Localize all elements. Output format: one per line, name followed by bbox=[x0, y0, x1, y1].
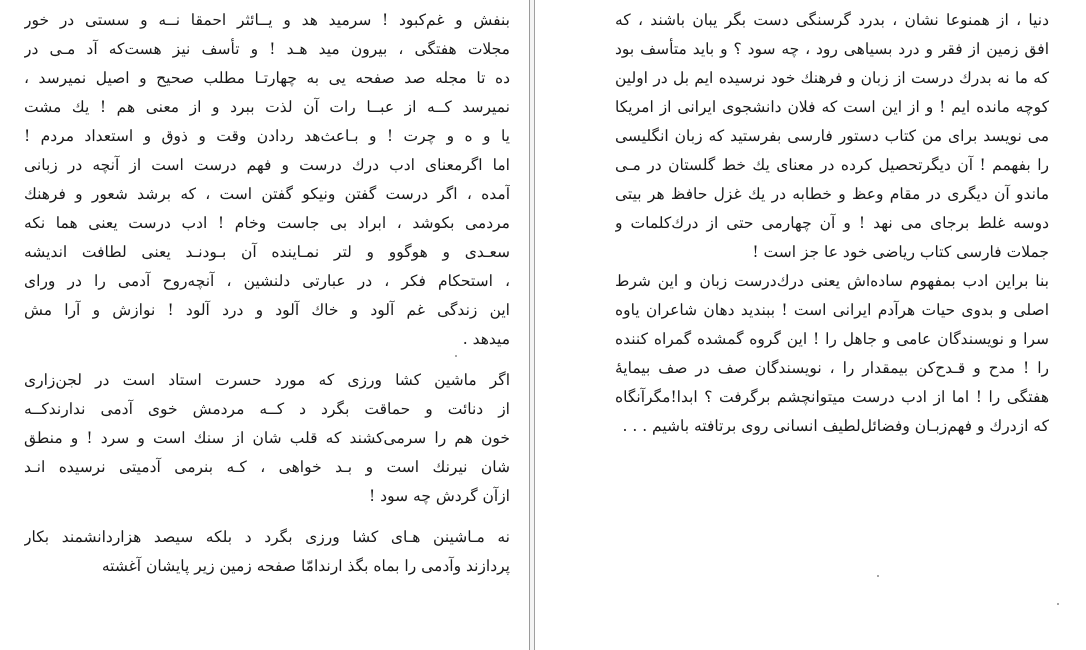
text-line: شان نیرنك است و بـد خواهی ، کـه بنرمی آدمیتی نرسیده انـد bbox=[24, 458, 510, 476]
right-page bbox=[537, 0, 1086, 650]
text-line: کوچه مانده ایم ! و از این است که فلان دانشجوی ایرانی از امریکا bbox=[615, 98, 1049, 116]
text-line: جملات فارسی کتاب ریاضی خود عا جز است ! bbox=[752, 243, 1049, 261]
paragraph bbox=[24, 6, 510, 354]
text-line: پردازند وآدمی را بماه بگذ ارندامّا صفحه زمین زیر پایشان آغشته bbox=[101, 557, 510, 575]
text-line: سعـدی و هوگوو و لتر نمـاینده آن بـودنـد یعنی لطافت اندیشه bbox=[24, 243, 510, 261]
text-line: این زندگی غم آلود و خاك آلود و درد آلود ! نوازش و آرا مش bbox=[24, 301, 510, 319]
paragraph bbox=[24, 523, 510, 581]
text-line: افق زمین از فقر و درد بسیاهی رود ، چه سود ؟ و باید متأسف بود bbox=[615, 40, 1049, 58]
left-page-text bbox=[24, 6, 510, 581]
text-line: مردمی بکوشد ، ابراد بی جاست وخام ! ادب درست یعنی هما نکه bbox=[24, 214, 510, 232]
text-line: آمده ، اگر درست گفتن ونیکو گفتن است ، که برشد شعور و فرهنك bbox=[24, 185, 510, 203]
text-line: را بفهمم ! آن دیگرتحصیل کرده در معنای یك خط گلستان در مـی bbox=[615, 156, 1049, 174]
paragraph bbox=[24, 366, 510, 511]
text-line: که ازدرك و فهم‌زبـان وفضائل‌لطیف انسانی روی برتافته باشیم . . . bbox=[622, 417, 1049, 435]
text-line: هفتگی را ! اما از ادب درست میتوانچشم برگرفت ؟ ابدا!مگرآنگاه bbox=[615, 388, 1049, 406]
text-line: ماندو آن دیگری در مقام وعظ و خطابه در یك غزل حافظ هر بیتی bbox=[615, 185, 1049, 203]
right-page-text bbox=[615, 6, 1049, 441]
text-line: ازآن گردش چه سود ! bbox=[369, 487, 510, 505]
text-line: ده تا مجله صد صفحه یی به چهارتـا مطلب صحیح و اصیل نمیرسد ، bbox=[24, 69, 510, 87]
speck-mark bbox=[1057, 603, 1059, 605]
text-line: اصلی و بدوی حیات هرآدم ایرانی است ! ببندید دهان شاعران یاوه bbox=[615, 301, 1049, 319]
left-page bbox=[0, 0, 526, 650]
text-line: را ! مدح و قـدح‌کن بیمقدار را ، نویسندگان صف در صف بیمایهٔ bbox=[615, 359, 1049, 377]
text-line: اگر ماشین کشا ورزی که مورد حسرت استاد است در لجن‌زاری bbox=[24, 371, 510, 389]
paragraph bbox=[615, 267, 1049, 441]
text-line: خون هم را سرمی‌کشند که قلب شان از سنك است و سرد ! و منطق bbox=[24, 429, 510, 447]
book-gutter bbox=[526, 0, 537, 650]
text-line: از دنائت و حماقت بگرد د کــه مردمش خوی آدمی ندارندکــه bbox=[24, 400, 510, 418]
text-line: که ما نه بدرك درست از زبان و فرهنك خود نرسیده ایم بل در اولین bbox=[615, 69, 1049, 87]
text-line: سرا و نویسندگان عامی و جاهل را ! این گروه گمشده گمراه کننده bbox=[615, 330, 1049, 348]
text-line: اما اگرمعنای ادب درك درست و فهم درست است از آنچه در زبانی bbox=[24, 156, 510, 174]
text-line: میدهد . bbox=[462, 330, 510, 348]
text-line: دوسه غلط برجای می نهد ! و آن چهارمی حتی از درك‌کلمات و bbox=[615, 214, 1049, 232]
text-line: بنفش و غم‌کبود ! سرمید هد و یــائثر احمقا نــه و سستی در خور bbox=[24, 11, 510, 29]
text-line: مجلات هفتگی ، بیرون مید هـد ! و تأسف نیز هست‌که آد مـی در bbox=[24, 40, 510, 58]
speck-mark bbox=[877, 575, 879, 577]
text-line: نمیرسد کــه از عبــا رات آن لذت ببرد و از معنی هم ! یك مشت bbox=[24, 98, 510, 116]
text-line: بنا براین ادب بمفهوم ساده‌اش یعنی درك‌درست زبان و این شرط bbox=[615, 272, 1049, 290]
text-line: یا و ه و چرت ! و بـاعث‌هد ردادن وقت و ذوق و استعداد مردم ! bbox=[24, 127, 510, 145]
speck-mark bbox=[455, 355, 457, 357]
text-line: ، استحکام فکر ، در عبارتی دلنشین ، آنچه‌روح آدمی را در ورای bbox=[24, 272, 510, 290]
text-line: می نویسد برای من کتاب دستور فارسی بفرستید که زبان انگلیسی bbox=[615, 127, 1049, 145]
paragraph bbox=[615, 6, 1049, 267]
text-line: دنیا ، از همنوعا نشان ، بدرد گرسنگی دست بگر یبان باشند ، که bbox=[615, 11, 1049, 29]
text-line: نه مـاشینن هـای کشا ورزی بگرد د بلکه سیصد هزاردانشمند بکار bbox=[24, 528, 510, 546]
